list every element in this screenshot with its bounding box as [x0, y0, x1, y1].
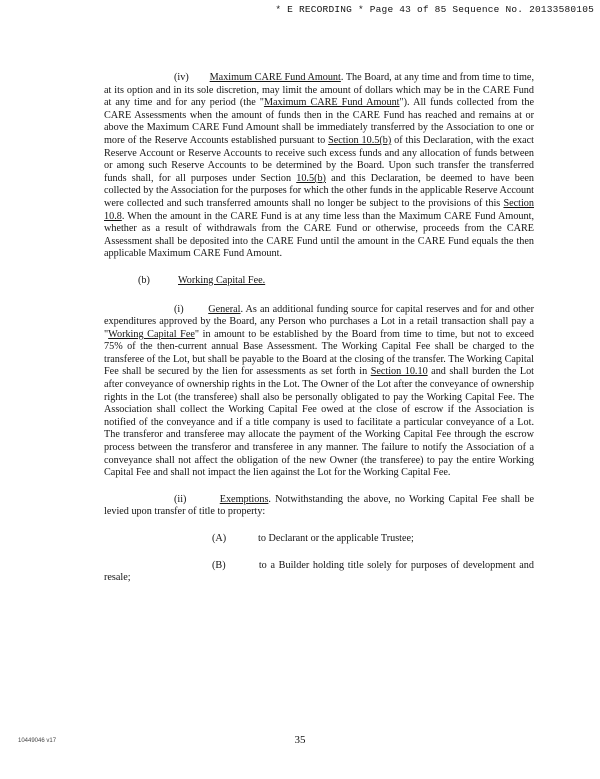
section-A-item — [212, 533, 534, 546]
section-i-number: (i) — [174, 303, 184, 315]
section-iv-paragraph — [104, 72, 534, 261]
section-iv-text-1: . The Board, at any time and from time to time, at its option and in its sole discretion, may limit the amount of dollars which may be in the CARE Fund at any time and for any period (the " — [104, 72, 534, 109]
section-i-ref-1: Section 10.10 — [370, 366, 428, 378]
section-iv-text-5: . When the amount in the CARE Fund is at any time less than the Maximum CARE Fund Amount, whether as a result of withdrawals from the CARE Fund or otherwise, proceeds from the CARE Assessment shall be deposited into the CARE Fund until the amount in the CARE Fund equals the then applicable Maximum CARE Fund Amount. — [104, 210, 534, 260]
section-iv-ref-2: 10.5(b) — [296, 172, 326, 184]
section-iv-text-3: of this Declaration, with the exact Reserve Account or Reserve Accounts to receive such excess funds and any allocation of funds between or among such Reserve Accounts to be determined by the Board. Upon such transfer the transferred funds shall, for all purposes under Section — [104, 134, 534, 184]
section-iv-text-2: "). All funds collected from the CARE Assessments when the amount of funds then in the CARE Fund has reached and remains at or above the Maximum CARE Fund Amount shall be immediately transferred by the Association to one or more of the Reserve Accounts established pursuant to — [104, 97, 534, 146]
section-b-number: (b) — [138, 274, 150, 286]
section-b-heading — [104, 275, 534, 288]
section-iv-ref-3: Section 10.8 — [104, 197, 534, 222]
section-iv-defined-term: Maximum CARE Fund Amount — [263, 97, 400, 109]
section-A-number: (A) — [212, 533, 227, 544]
section-i-text-3: and shall burden the Lot after conveyance of ownership rights in the Lot. The Owner of the Lot after the conveyance of ownership rights in the Lot (the transferee) shall also be personally obligated to pay the Working Capital Fee. The Association shall collect the Working Capital Fee owed at the close of escrow if the Association is notified of the conveyance and if a title company is used to facilitate a particular conveyance of a Lot. The transferor and transferee may allocate the payment of the Working Capital Fee through the escrow process between the transferor and transferee in any manner. The failure to notify the Association of a conveyance shall not affect the obligation of the new Owner (the transferee) to pay the entire Working Capital Fee and shall not impact the lien against the Lot for the Working Capital Fee. — [104, 366, 534, 479]
section-B-number: (B) — [212, 559, 226, 571]
section-B-item — [104, 560, 534, 585]
section-ii-title: Exemptions — [219, 493, 269, 505]
section-ii-number: (ii) — [174, 493, 187, 505]
document-id-footer: 10449046 v17 — [18, 738, 57, 744]
section-b-title: Working Capital Fee. — [178, 274, 266, 286]
section-ii-text-1: . Notwithstanding the above, no Working Capital Fee shall be levied upon transfer of title to property: — [104, 493, 535, 518]
recording-header: * E RECORDING * Page 43 of 85 Sequence No. 20133580105 — [275, 4, 594, 15]
section-i-text-2: " in amount to be established by the Board from time to time, but not to exceed 75% of the then-current annual Base Assessment. The Working Capital Fee shall be charged to the transferee of the Lot, but shall be payable to the Board at the closing of the transfer. The Working Capital Fee shall be secured by the lien for assessments as set forth in — [104, 328, 535, 378]
section-iv-title: Maximum CARE Fund Amount — [209, 72, 341, 83]
section-iv-ref-1: Section 10.5(b) — [328, 134, 392, 146]
document-body — [104, 72, 534, 585]
section-iv-text-4: and this Declaration, be deemed to have been collected by the Association for the purposes for which the other funds in the applicable Reserve Account were collected and such transferred amounts shall no longer be subject to the provisions of this — [104, 172, 535, 209]
section-ii-paragraph — [104, 494, 534, 519]
section-i-paragraph — [104, 304, 534, 480]
section-i-text-1: . As an additional funding source for capital reserves and for and other expenditures approved by the Board, any Person who purchases a Lot in a retail transaction shall pay a " — [104, 303, 535, 340]
section-A-text: to Declarant or the applicable Trustee; — [258, 533, 414, 544]
section-B-text: to a Builder holding title solely for purposes of development and resale; — [104, 559, 534, 584]
section-i-defined-term: Working Capital Fee — [108, 328, 195, 340]
page-number: 35 — [294, 734, 306, 746]
section-i-title: General — [208, 303, 241, 315]
section-iv-number: (iv) — [174, 72, 189, 83]
